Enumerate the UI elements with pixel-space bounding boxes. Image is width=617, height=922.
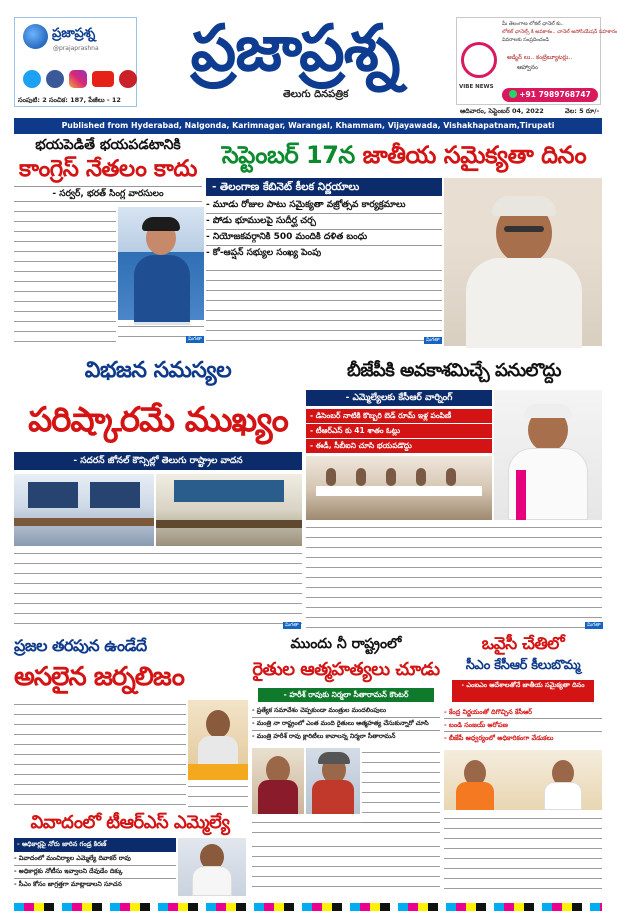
top-advert (456, 17, 617, 105)
story2-bullet-box (206, 198, 442, 262)
story7-section-bar: - ఎంఐఎం ఆదేశాలతోనే జాతీయ సమైక్యతా దినం (452, 680, 594, 702)
story4-section-bar: - ఎమ్మెల్యేలకు కేసీఆర్ వార్నింగ్ (306, 390, 492, 406)
story1-body-text (14, 207, 116, 347)
story3-kicker: విభజన సమస్యల (84, 358, 232, 383)
story1-subhead: - సర్వర్, భరత్ సింగ్ల వారసులం (14, 186, 202, 202)
story1-headline: కాంగ్రెస్ నేతలం కాదు (18, 156, 198, 182)
instagram-icon[interactable] (69, 70, 87, 88)
story2-bullet: - నియోజకవర్గానికి 500 మందికి దళిత బంధు (206, 230, 442, 246)
story7-photo-leader (444, 750, 602, 810)
story6-photo-minister (252, 748, 304, 814)
story6-bullet: - మంత్రి నా రాష్ట్రంలో ఎంత మంది రైతులు ఆత్మహత్య చేసుకున్నారో చూసి (252, 718, 440, 731)
vibe-news-logo (461, 42, 497, 78)
story2-continue[interactable]: మిగతా (426, 337, 440, 343)
story2-photo-cm (444, 178, 602, 346)
story5-caption (188, 782, 248, 810)
story7-body-text (444, 814, 602, 894)
print-registration-bar (14, 903, 602, 911)
brand-small-title: ప్రజాప్రశ్న (52, 26, 96, 41)
story3-headline: పరిష్కారమే ముఖ్యం (28, 400, 288, 440)
story8-bullet-box (14, 838, 176, 896)
story3-subhead: - సదరన్ జోనల్ కౌన్సిల్లో తెలుగు రాష్ట్రాల వాదన (14, 452, 302, 470)
story4-body-text (306, 523, 602, 631)
story2-body-text (206, 266, 442, 346)
story6-photo-finance-minister (306, 748, 360, 814)
story4-photo-meeting (306, 456, 492, 520)
story3-body-text (14, 549, 302, 631)
story2-headline (206, 137, 602, 173)
story7-bullet-box (444, 706, 602, 748)
advert-line-1: మీ తెలంగాణ లోకల్ ఛానెల్ కు.. (502, 21, 564, 27)
story2-bullet: - మూడు రోజుల పాటు సమైక్యతా వజ్రోత్సవ కార్యక్రమాలు (206, 198, 442, 214)
advert-phone (502, 88, 598, 102)
story1-kicker: భయపెడితే భయపడటానికి (35, 137, 181, 153)
story8-photo-mla (178, 838, 246, 896)
masthead-title: ప్రజాప్రశ్న (190, 12, 400, 86)
story8-bullet: - వివాదంలో మంచిర్యాల ఎమ్మెల్యే దివాకర్ రావు (14, 853, 176, 866)
story8-body-text (252, 842, 440, 896)
story7-headline: సీఎం కేసీఆర్ కీలుబొమ్మ (465, 658, 581, 673)
story8-headline: వివాదంలో టీఆర్ఎస్ ఎమ్మెల్యే (30, 812, 230, 833)
story4-bullet-box (306, 409, 492, 453)
advert-line-2: లోకల్ ఛానెల్స్ కి అవకాశం.. చానెల్ అసోసియేషన్ సహకారం (502, 29, 617, 35)
story6-body-text-lower (252, 818, 440, 840)
social-handle: @prajaprashna (53, 45, 99, 52)
whatsapp-icon (509, 90, 517, 98)
story6-bullet: - మంత్రి హరీశ్ రావు క్లారిటీలు కావాలన్న నిర్మలా సీతారామన్ (252, 733, 396, 740)
story3-photo-meeting-left (14, 474, 154, 546)
brand-logo-small (23, 24, 48, 49)
story4-bullet: - టీఆర్ఎస్ కు 41 శాతం ఓట్లు (306, 424, 492, 438)
date-line: ఆదివారం, సెప్టెంబర్ 04, 2022 (460, 107, 544, 115)
vibe-news-label: VIBE NEWS (459, 84, 494, 90)
story6-kicker: ముందు నీ రాష్ట్రంలో (290, 636, 402, 652)
story5-body-text (14, 700, 186, 810)
story5-photo-speaker (188, 700, 248, 780)
advert-line-5: ఆహ్వానం (517, 64, 538, 71)
story2-bullet: - పోడు భూములపై సుదీర్ఘ చర్చ (206, 214, 442, 230)
social-icons (23, 70, 137, 92)
story4-photo-cm-speech (494, 390, 602, 520)
story6-headline: రైతుల ఆత్మహత్యలు చూడు (252, 659, 440, 680)
story3-photo-meeting-right (156, 474, 302, 546)
brand-box (14, 17, 137, 107)
story4-continue[interactable]: మిగతా (587, 622, 601, 628)
advert-line-3: వివరాలకు సంప్రదించండి (502, 37, 549, 43)
price: వెల: 5 రూ/- (565, 107, 600, 115)
story7-bullet: - బండి సంజయ్ ఆరోపణ (444, 719, 602, 732)
advert-phone-number: +91 7989768747 (519, 90, 591, 99)
facebook-icon[interactable] (46, 70, 64, 88)
story4-headline: బీజేపీకి అవకాశమిచ్చే పనులొద్దు (347, 360, 561, 381)
story8-bullet: - అధికార్లకు నోటీసు ఇవ్వాలని దేవుడేం దిక్కు (14, 866, 176, 879)
story6-section-bar: - హరీశ్ రావుకు నిర్మలా సీతారామన్ కౌంటర్ (258, 688, 434, 702)
story6-body-text (362, 748, 440, 828)
story7-bullet: - కేంద్ర నిర్ణయంతో దిగొచ్చిన కేసీఆర్ (444, 706, 602, 719)
story6-bullet-box (252, 705, 440, 745)
story7-bullet: - బీజేపీ ఆధ్వర్యంలో అధికారికంగా వేడుకలు (444, 734, 554, 742)
story1-continue[interactable]: మిగతా (188, 336, 202, 342)
story5-kicker: ప్రజల తరపున ఉండేదే (14, 636, 147, 655)
story7-kicker: ఒవైసీ చేతిలో (481, 634, 565, 654)
story5-headline: అసలైన జర్నలిజం (14, 662, 184, 692)
story6-bullet: - ప్రత్యేక సమావేశం చెప్పకుండా మంత్రుల మందలింపులు (252, 705, 440, 718)
published-bar: Published from Hyderabad, Nalgonda, Karimnagar, Warangal, Khammam, Vijayawada, Vishakhapatnam,Tirupati (14, 118, 602, 134)
story8-bullet: - సీఎం కోసం జాగ్రత్తగా మాట్లాడాలని సూచన (14, 881, 122, 888)
story2-headline-part-a: సెప్టెంబర్ 17న (221, 141, 363, 169)
story4-bullet: - ఈడీ, సీబీఐని చూసి భయపడొద్దు (306, 439, 492, 453)
story2-headline-part-b: జాతీయ సమైక్యతా దినం (362, 141, 587, 169)
story2-bullet: - కో-ఆప్షన్ సభ్యుల సంఖ్య పెంపు (206, 248, 322, 258)
advert-line-4: అడ్మిన్ లు.. కంట్రిబ్యూటర్లు.. (507, 54, 573, 61)
story3-continue[interactable]: మిగతా (285, 622, 299, 628)
story1-photo (118, 207, 204, 320)
youtube-icon[interactable] (92, 71, 114, 87)
twitter-icon[interactable] (23, 70, 41, 88)
story2-section-bar: - తెలంగాణ కేబినెట్ కీలక నిర్ణయాలు (206, 178, 442, 196)
story4-bullet: - డిసెంబర్ నాటికి కొబ్బరి బెడ్ రూమ్ ఇళ్ల పంపిణీ (306, 409, 492, 423)
volume-line: సంపుటి: 2 సంచిక: 187, పేజీలు - 12 (18, 96, 121, 104)
masthead-subtitle: తెలుగు దినపత్రిక (283, 89, 349, 100)
story8-bullet: - అధికార్లపై నోరు జారిన గండ్ర కిరణ్ (14, 838, 176, 852)
